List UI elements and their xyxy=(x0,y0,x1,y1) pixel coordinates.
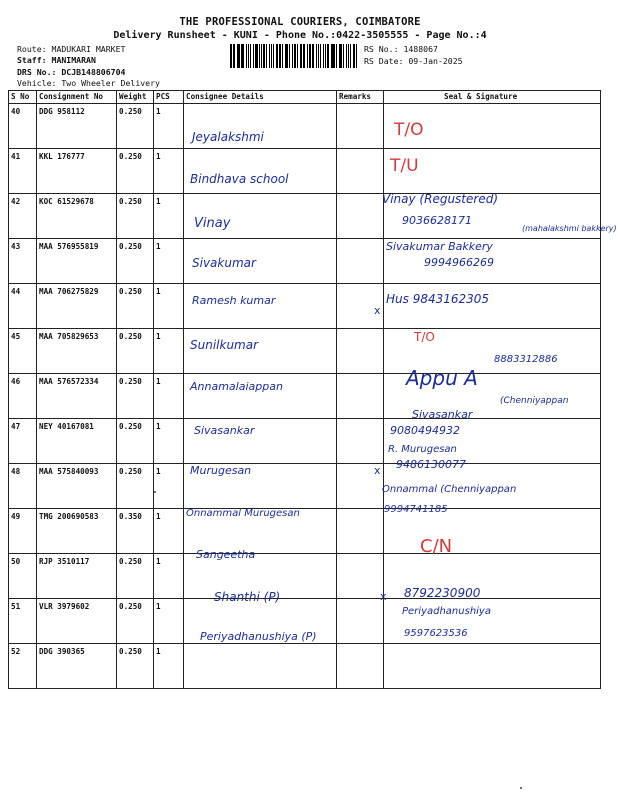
seal-hw-46b: 8883312886 xyxy=(494,354,558,365)
cell-weight: 0.350 xyxy=(117,509,154,554)
cell-consignment: MAA 705829653 xyxy=(37,329,117,374)
seal-hw-42a: Vinay (Regustered) xyxy=(382,192,498,206)
col-weight: Weight xyxy=(117,91,154,104)
cell-consignment: MAA 576955819 xyxy=(37,239,117,284)
staff-value: MANIMARAN xyxy=(51,55,96,65)
col-seal: Seal & Signature xyxy=(384,91,601,104)
rs-date-value: 09-Jan-2025 xyxy=(408,56,463,66)
cell-sno: 46 xyxy=(9,374,37,419)
cell-weight: 0.250 xyxy=(117,554,154,599)
cell-remarks xyxy=(337,599,384,644)
seal-hw-48b: 9486130077 xyxy=(396,458,466,471)
seal-hw-41: T/U xyxy=(390,156,419,176)
drs-label: DRS No.: xyxy=(17,67,57,77)
seal-hw-49b: 9994741185 xyxy=(384,504,448,515)
x-mark-45: x xyxy=(374,304,381,317)
vehicle-label: Vehicle: xyxy=(17,78,57,88)
seal-hw-44: Hus 9843162305 xyxy=(386,292,490,306)
cell-weight: 0.250 xyxy=(117,644,154,689)
seal-hw-50: C/N xyxy=(420,536,453,557)
cell-consignment: VLR 3979602 xyxy=(37,599,117,644)
consignee-hw-52: Periyadhanushiya (P) xyxy=(200,630,317,643)
cell-pcs: 1 xyxy=(154,464,184,509)
cell-weight: 0.250 xyxy=(117,419,154,464)
cell-pcs: 1 xyxy=(154,644,184,689)
cell-consignee xyxy=(184,149,337,194)
rs-date-label: RS Date: xyxy=(364,56,404,66)
route-label: Route: xyxy=(17,44,47,54)
cell-consignment: DDG 390365 xyxy=(37,644,117,689)
table-row xyxy=(9,149,601,194)
cell-weight: 0.250 xyxy=(117,374,154,419)
cell-sno: 47 xyxy=(9,419,37,464)
cell-pcs: 1 xyxy=(154,599,184,644)
cell-sno: 50 xyxy=(9,554,37,599)
cell-remarks xyxy=(337,239,384,284)
consignee-hw-49: Onnammal Murugesan xyxy=(186,508,300,519)
cell-remarks xyxy=(337,509,384,554)
cell-consignment: KOC 61529678 xyxy=(37,194,117,239)
table-row xyxy=(9,329,601,374)
cell-seal xyxy=(384,644,601,689)
cell-pcs: 1 xyxy=(154,374,184,419)
table-row xyxy=(9,644,601,689)
consignee-hw-42: Vinay xyxy=(194,216,231,231)
seal-hw-43c: 9994966269 xyxy=(424,256,494,269)
cell-pcs: 1 xyxy=(154,509,184,554)
cell-remarks xyxy=(337,554,384,599)
cell-sno: 42 xyxy=(9,194,37,239)
cell-weight: 0.250 xyxy=(117,149,154,194)
col-sno: S No xyxy=(9,91,37,104)
consignee-hw-50: Sangeetha xyxy=(196,548,256,561)
cell-sno: 49 xyxy=(9,509,37,554)
cell-consignment: TMG 200690583 xyxy=(37,509,117,554)
cell-sno: 48 xyxy=(9,464,37,509)
cell-sno: 43 xyxy=(9,239,37,284)
barcode xyxy=(230,44,358,68)
seal-hw-48a: R. Murugesan xyxy=(388,444,457,455)
cell-consignment: MAA 576572334 xyxy=(37,374,117,419)
consignee-hw-43: Sivakumar xyxy=(192,256,256,270)
col-remarks: Remarks xyxy=(337,91,384,104)
cell-remarks xyxy=(337,329,384,374)
seal-hw-43a: (mahalakshmi bakkery) xyxy=(522,224,617,233)
drs-line xyxy=(17,67,125,77)
cell-sno: 41 xyxy=(9,149,37,194)
consignee-hw-46: Annamalaiappan xyxy=(190,380,283,393)
cell-weight: 0.250 xyxy=(117,194,154,239)
rs-date-line xyxy=(364,56,463,66)
cell-weight: 0.250 xyxy=(117,239,154,284)
runsheet-subtitle: Delivery Runsheet - KUNI - Phone No.:0422-3505555 - Page No.:4 xyxy=(113,30,487,41)
cell-remarks xyxy=(337,194,384,239)
cell-consignment: NEY 40167081 xyxy=(37,419,117,464)
cell-seal xyxy=(384,284,601,329)
rs-no-value: 1488067 xyxy=(403,44,438,54)
table-row xyxy=(9,239,601,284)
runsheet-table xyxy=(8,90,601,689)
col-pcs: PCS xyxy=(154,91,184,104)
company-title: THE PROFESSIONAL COURIERS, COIMBATORE xyxy=(179,16,421,28)
cell-weight: 0.250 xyxy=(117,464,154,509)
cell-seal xyxy=(384,509,601,554)
consignee-hw-48: Murugesan xyxy=(190,464,252,477)
cell-remarks xyxy=(337,644,384,689)
x-mark-48: x xyxy=(374,464,381,477)
seal-hw-47a: (Chenniyappan xyxy=(500,396,569,406)
cell-sno: 44 xyxy=(9,284,37,329)
cell-sno: 52 xyxy=(9,644,37,689)
cell-pcs: 1 xyxy=(154,194,184,239)
x-mark-51: x xyxy=(380,590,387,603)
cell-pcs: 1 xyxy=(154,419,184,464)
seal-hw-51: 8792230900 xyxy=(404,586,481,600)
route-line xyxy=(17,44,125,54)
cell-consignment: MAA 706275829 xyxy=(37,284,117,329)
seal-hw-47b: Sivasankar xyxy=(412,408,473,421)
cell-remarks xyxy=(337,374,384,419)
table-row xyxy=(9,194,601,239)
route-value: MADUKARI MARKET xyxy=(51,44,126,54)
consignee-hw-40: Jeyalakshmi xyxy=(192,130,264,144)
rs-no-label: RS No.: xyxy=(364,44,399,54)
seal-hw-47c: 9080494932 xyxy=(390,424,460,437)
cell-sno: 51 xyxy=(9,599,37,644)
cell-weight: 0.250 xyxy=(117,284,154,329)
cell-consignment: MAA 575840093 xyxy=(37,464,117,509)
col-consignee: Consignee Details xyxy=(184,91,337,104)
consignee-hw-51: Shanthi (P) xyxy=(214,590,281,604)
seal-hw-46c: Appu A xyxy=(406,366,478,390)
seal-hw-46a: T/O xyxy=(414,330,435,344)
cell-weight: 0.250 xyxy=(117,599,154,644)
table-row xyxy=(9,284,601,329)
seal-hw-49a: Onnammal (Chenniyappan xyxy=(382,484,517,495)
cell-pcs: 1 xyxy=(154,554,184,599)
cell-sno: 45 xyxy=(9,329,37,374)
cell-remarks xyxy=(337,104,384,149)
cell-pcs: 1 xyxy=(154,239,184,284)
staff-line xyxy=(17,55,96,65)
stray-dot-bottom xyxy=(520,787,522,789)
table-row xyxy=(9,509,601,554)
seal-hw-40: T/O xyxy=(394,120,424,140)
cell-consignment: DDG 958112 xyxy=(37,104,117,149)
consignee-hw-44: Ramesh kumar xyxy=(192,294,276,307)
consignee-hw-45: Sunilkumar xyxy=(190,338,259,352)
cell-sno: 40 xyxy=(9,104,37,149)
col-consignment: Consignment No xyxy=(37,91,117,104)
stray-dot xyxy=(154,491,156,493)
seal-hw-52a: Periyadhanushiya xyxy=(402,606,491,617)
cell-remarks xyxy=(337,419,384,464)
cell-pcs: 1 xyxy=(154,329,184,374)
staff-label: Staff: xyxy=(17,55,47,65)
vehicle-value: Two Wheeler Delivery xyxy=(61,78,160,88)
vehicle-line xyxy=(17,78,160,88)
cell-pcs: 1 xyxy=(154,149,184,194)
cell-consignment: RJP 3510117 xyxy=(37,554,117,599)
table-row xyxy=(9,104,601,149)
consignee-hw-41: Bindhava school xyxy=(190,172,289,186)
cell-consignee xyxy=(184,644,337,689)
seal-hw-42b: 9036628171 xyxy=(402,214,472,227)
table-row xyxy=(9,419,601,464)
cell-remarks xyxy=(337,149,384,194)
cell-weight: 0.250 xyxy=(117,329,154,374)
cell-weight: 0.250 xyxy=(117,104,154,149)
cell-pcs: 1 xyxy=(154,284,184,329)
rs-no-line xyxy=(364,44,438,54)
drs-value: DCJB148806704 xyxy=(61,67,126,77)
table-row xyxy=(9,554,601,599)
seal-hw-43b: Sivakumar Bakkery xyxy=(386,240,493,253)
consignee-hw-47: Sivasankar xyxy=(194,424,255,437)
cell-consignment: KKL 176777 xyxy=(37,149,117,194)
seal-hw-52b: 9597623536 xyxy=(404,628,468,639)
cell-pcs: 1 xyxy=(154,104,184,149)
table-header-row xyxy=(9,91,601,104)
